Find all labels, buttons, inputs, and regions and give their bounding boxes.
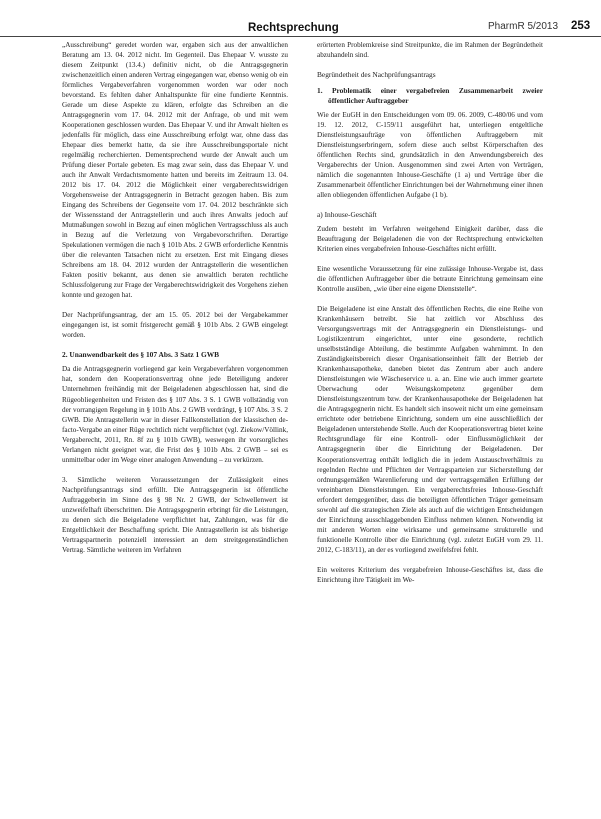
section-heading: 2. Unanwendbarkeit des § 107 Abs. 3 Satz 1 GWB <box>62 350 220 360</box>
subsection-heading: 1. Problematik einer vergabefreien Zusammenarbeit zweier öffentlicher Auftraggeber <box>317 86 543 106</box>
header-rule <box>0 36 601 37</box>
subsection-heading: a) Inhouse-Geschäft <box>317 210 377 220</box>
paragraph: Der Nachprüfungsantrag, der am 15. 05. 2012 bei der Vergabekammer eingegangen ist, ist somit fristgerecht gemäß § 101b Abs. 2 GWB eingelegt worden. <box>62 311 288 340</box>
page-number: 253 <box>571 20 591 32</box>
section-heading: Begründetheit des Nachprüfungsantrags <box>317 70 436 80</box>
journal-citation: PharmR 5/2013 <box>488 21 559 32</box>
page-header <box>0 0 601 40</box>
paragraph: Die Beigeladene ist eine Anstalt des öffentlichen Rechts, die eine Reihe von Krankenhäusern betreibt. Sie hat zeitlich vor Abschluss des Versorgungsvertrags mit der Antragsgegnerin ein Dienstleistungs- und Logistikzentrum eingerichtet, unter eine gesonderte, rechtlich unselbstständige Abteilung, die bestimmte Aufgaben wahrnimmt. In den Zuständigkeitsbereich dieser Organisationseinheit fällt der Betrieb der Krankenhausapotheke, daneben bietet das Zentrum aber auch andere Dienstleistungen wie Wäscheservice u. a. an. Eine wie auch immer geartete Überwachung oder Weisungskompetenz gegenüber dem Dienstleistungszentrum bzw. der Krankenhausapotheke der Beigeladenen hat die Antragsgegnerin nicht. Es handelt sich insoweit nicht um eine gemeinsam errichtete oder betriebene Einrichtung, sondern um eine ausschließlich der Beigeladenen unterstehende Stelle. Auch der Kooperationsvertrag bietet keine Rechtsgrundlage für eine Kontroll- oder Einflussmöglichkeit der Antragsgegnerin über die Einrichtung der Beigeladenen. Der Kooperationsvertrag enthält lediglich die in jedem Austauschverhältnis zu regelnden Rechte und Pflichten der Vertragsparteien zur Sicherstellung der ordnungsgemäßen Warenlieferung und der vertragsgemäßen Erfüllung der vereinbarten Dienstleistungen. Ein vergaberechtsfreies Inhouse-Geschäft erfordert demgegenüber, dass die beteiligten öffentlichen Träger gemeinsam sowohl auf die strategischen Ziele als auch auf die wichtigen Entscheidungen der Einrichtung ausschlaggebenden Einfluss nehmen können. Notwendig ist mit anderen Worten eine wirksame und gemeinsame strukturelle und funktionelle Kontrolle über die Einrichtung (vgl. zuletzt EuGH vom 29. 11. 2012, C-183/11), an der es vorliegend zweifelsfrei fehlt. <box>317 305 543 554</box>
paragraph: Ein weiteres Kriterium des vergabefreien Inhouse-Geschäftes ist, dass die Einrichtung ihre Tätigkeit im We- <box>317 565 543 584</box>
paragraph: erörterten Problemkreise sind Streitpunkte, die im Rahmen der Begründetheit abzuhandeln sind. <box>317 41 543 60</box>
paragraph: Eine wesentliche Voraussetzung für eine zulässige Inhouse-Vergabe ist, dass die öffentlichen Auftraggeber über die betraute Einrichtung gemeinsam eine Kontrolle ausüben, „wie über eine eigene Dienststelle“. <box>317 265 543 294</box>
right-column <box>317 40 543 585</box>
left-column <box>62 40 288 555</box>
paragraph: Da die Antragsgegnerin vorliegend gar kein Vergabeverfahren vorgenommen hat, sondern den Kooperationsvertrag ohne jede Beteiligung anderer Unternehmen freihändig mit der Beigeladenen abgeschlossen hat, sind die Rügeobliegenheiten und Fristen des § 107 Abs. 3 S. 1 GWB vollständig von der vorrangigen Regelung in § 101b Abs. 2 GWB verdrängt, § 107 Abs. 3 S. 2 GWB. Die Antragstellerin war in dieser Fallkonstellation der klassischen de-facto-Vergabe an einer Rüge rechtlich nicht verpflichtet (vgl. Ziekow/Völlink, Vergaberecht, 2011, Rn. 8f zu § 101b GWB), weswegen ihr vorsorgliches Verlangen nicht geeignet war, die Frist des § 101b Abs. 2 GWB – sei es unmittelbar oder im Wege einer analogen Anwendung – zu verkürzen. <box>62 365 288 464</box>
paragraph: Wie der EuGH in den Entscheidungen vom 09. 06. 2009, C-480/06 und vom 19. 12. 2012, C-159/11 ausgeführt hat, unterliegen entgeltliche Dienstleistungsaufträge von öffentlichen Auftraggebern mit Dienstleistungserbringern, sofern diese auch selbst Körperschaften des öffentlichen Rechts sind, grundsätzlich in den Anwendungsbereich des Vergaberechts der Union. Ausgenommen sind zwei Arten von Verträgen, nämlich die sogenannten Inhouse-Geschäfte (1 a) und Verträge über die Zusammenarbeit öffentlicher Einrichtungen bei der Wahrnehmung einer ihnen allen obliegenden öffentlichen Aufgabe (1 b). <box>317 111 543 200</box>
paragraph: „Ausschreibung“ geredet worden war, ergaben sich aus der anwaltlichen Beratung am 13. 04. 2012 nicht. Im Gegenteil. Das Ehepaar V. wusste zu diesem Zeitpunkt (13.4.) definitiv nicht, ob die Antragsgegnerin zwischenzeitlich einen anderen Vertrag eingegangen war, ebenso wenig ob ein förmliches Vergabeverfahren vorgenommen worden war oder noch bevorstand. Es fehlten daher Anhaltspunkte für eine fundierte Kenntnis. Gerade um diese Aspekte zu klären, erfolgte das Schreiben an die Antragsgegnerin vom 17. 04. 2012 mit der Anfrage, ob und mit wem Kooperationen geschlossen wurden. Das Ehepaar V. und ihr Anwalt hielten es jedenfalls für möglich, dass eine Ausschreibung erfolgt war, ohne dass das Ehepaar dies bemerkt hatte, da sie ihre Ausschreibungsportale nicht regelmäßig recherchierten. Dementsprechend wurde der Anwalt auch um Prüfung dieser Portale gebeten. Es mag zwar sein, dass das Ehepaar V. und auch ihr Anwalt Verdachtsmomente hatten und bereits im Zeitraum 13. 04. 2012 bis 17. 04. 2012 die Möglichkeit einer vergaberechtswidrigen Vorgehensweise der Antragsgegnerin in Betracht gezogen haben. Bis zum Eingang des Schreibens der Gegenseite vom 17. 04. 2012 beschränkte sich der Wissensstand der Antragstellerin und auch ihres Anwalts jedoch auf Mutmaßungen sowohl in Bezug auf einen möglichen Vertragsschluss als auch in Bezug auf die Verletzung von Vergabevorschriften. Derartige Spekulationen vermögen die nach § 101b Abs. 2 GWB erforderliche Kenntnis über die relevanten Tatsachen nicht zu ersetzen. Erst mit Eingang dieses Schreibens am 18. 04. 2012 wurden der Antragstellerin die wesentlichen Fakten positiv bekannt, aus denen sie anwaltlich beraten rechtliche Schlussfolgerung zur Frage der Vergaberechtswidrigkeit des Vorgehens ziehen konnte und gezogen hat. <box>62 41 288 300</box>
paragraph: 3. Sämtliche weiteren Voraussetzungen der Zulässigkeit eines Nachprüfungsantrags sind erfüllt. Die Antragsgegnerin ist öffentliche Auftraggeberin im Sinne des § 98 Nr. 2 GWB, der Schwellenwert ist unzweifelhaft überschritten. Die Antragsgegnerin erbringt für die Leistungen, zu denen sich die Beigeladene verpflichtet hat, Zahlungen, was für die Entgeltlichkeit der Beschaffung spricht. Die Antragstellerin ist als bisherige Vertragspartnerin potenziell interessiert an dem streitgegenständlichen Vertrag. Sämtliche weiteren im Verfahren <box>62 475 288 554</box>
section-title: Rechtsprechung <box>248 22 339 34</box>
paragraph: Zudem besteht im Verfahren weitgehend Einigkeit darüber, dass die Beauftragung der Beigeladenen die von der Rechtsprechung entwickelten Kriterien eines vergabefreien Inhouse-Geschäftes nicht erfüllt. <box>317 225 543 254</box>
